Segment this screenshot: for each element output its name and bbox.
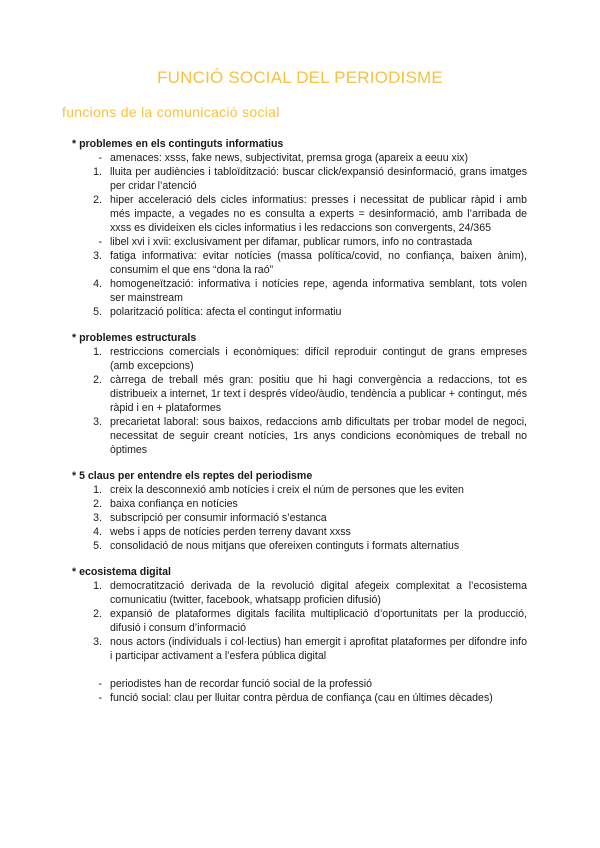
page-title: FUNCIÓ SOCIAL DEL PERIODISME — [157, 68, 443, 87]
section-five-keys — [72, 469, 527, 553]
section-list — [72, 151, 527, 319]
list-item-text: funció social: clau per lluitar contra pèrdua de confiança (cau en últimes dècades) — [110, 692, 493, 704]
section-list — [72, 579, 527, 663]
list-marker: - — [98, 678, 102, 690]
list-item — [72, 635, 527, 663]
list-marker: - — [98, 152, 102, 164]
list-item-text: democratització derivada de la revolució digital afegeix complexitat a l’ecosistema comunicatiu (twitter, facebook, whatsapp proficien difusió) — [110, 580, 527, 606]
list-item — [72, 677, 527, 691]
list-item-text: fatiga informativa: evitar notícies (massa política/covid, no confiança, baixen ànim), consumim el que ens “dona la raó” — [110, 250, 527, 276]
list-marker: - — [98, 236, 102, 248]
list-item-text: consolidació de nous mitjans que ofereixen continguts i formats alternatius — [110, 540, 460, 552]
list-item-text: amenaces: xsss, fake news, subjectivitat, premsa groga (apareix a eeuu xix) — [110, 152, 468, 164]
list-marker: 3. — [93, 416, 102, 428]
section-heading: * ecosistema digital — [72, 566, 171, 578]
list-marker: 5. — [93, 306, 102, 318]
list-item — [72, 415, 527, 457]
list-marker: 2. — [93, 608, 102, 620]
spacer — [72, 663, 527, 677]
section-heading: * 5 claus per entendre els reptes del periodisme — [72, 470, 313, 482]
page-subtitle: funcions de la comunicació social — [62, 104, 280, 120]
list-marker: 3. — [93, 250, 102, 262]
list-marker: - — [98, 692, 102, 704]
list-item — [72, 305, 527, 319]
list-item-text: restriccions comercials i econòmiques: difícil reproduir contingut de grans empreses (amb excepcions) — [110, 346, 527, 372]
list-marker: 2. — [93, 374, 102, 386]
list-marker: 2. — [93, 498, 102, 510]
section-heading: * problemes en els continguts informatius — [72, 138, 284, 150]
list-item — [72, 525, 527, 539]
list-item — [72, 249, 527, 277]
list-item — [72, 235, 527, 249]
list-item — [72, 607, 527, 635]
list-item-text: precarietat laboral: sous baixos, redaccions amb dificultats per trobar model de negoci, necessitat de seguir creant notícies, 1rs anys condicions econòmiques de treball no òptimes — [110, 416, 527, 456]
list-marker: 4. — [93, 278, 102, 290]
section-content-problems — [72, 137, 527, 319]
list-item-text: expansió de plataformes digitals facilita multiplicació d’oportunitats per la producció, difusió i consum d’informació — [110, 608, 527, 634]
list-marker: 3. — [93, 636, 102, 648]
list-item-text: webs i apps de notícies perden terreny davant xxss — [110, 526, 351, 538]
list-marker: 2. — [93, 194, 102, 206]
list-item-text: periodistes han de recordar funció social de la professió — [110, 678, 373, 690]
section-structural-problems — [72, 331, 527, 457]
section-heading: * problemes estructurals — [72, 332, 197, 344]
list-marker: 4. — [93, 526, 102, 538]
list-marker: 1. — [93, 166, 102, 178]
list-marker: 5. — [93, 540, 102, 552]
list-item-text: subscripció per consumir informació s’estanca — [110, 512, 327, 524]
list-item-text: homogeneïtzació: informativa i notícies repe, agenda informativa semblant, tots volen ser mainstream — [110, 278, 527, 304]
list-item — [72, 579, 527, 607]
list-item — [72, 497, 527, 511]
list-marker: 1. — [93, 580, 102, 592]
list-marker: 1. — [93, 484, 102, 496]
list-item-text: libel xvi i xvii: exclusivament per difamar, publicar rumors, info no contrastada — [110, 236, 473, 248]
list-item — [72, 345, 527, 373]
section-digital-ecosystem — [72, 565, 527, 705]
list-marker: 1. — [93, 346, 102, 358]
list-item — [72, 193, 527, 235]
list-item — [72, 511, 527, 525]
list-item — [72, 165, 527, 193]
section-list — [72, 483, 527, 553]
list-item — [72, 539, 527, 553]
document-body — [72, 137, 527, 717]
list-marker: 3. — [93, 512, 102, 524]
list-item-text: lluita per audiències i tabloïdització: buscar click/expansió desinformació, grans imatges per cridar l’atenció — [110, 166, 527, 192]
list-item — [72, 691, 527, 705]
list-item — [72, 483, 527, 497]
section-list-extra — [72, 677, 527, 705]
list-item-text: polarització política: afecta el contingut informatiu — [110, 306, 342, 318]
list-item — [72, 373, 527, 415]
list-item — [72, 277, 527, 305]
section-list — [72, 345, 527, 457]
list-item-text: hiper acceleració dels cicles informatius: presses i necessitat de publicar ràpid i amb més impacte, a vegades no es consulta a experts = desinformació, amb l’arribada de xxss es divideixen els cicles informatius i les redaccions son convergents, 24/365 — [110, 194, 527, 234]
list-item — [72, 151, 527, 165]
list-item-text: creix la desconnexió amb notícies i creix el núm de persones que les eviten — [110, 484, 464, 496]
list-item-text: càrrega de treball més gran: positiu que hi hagi convergència a redaccions, tot es distribueix a internet, 1r text i després vídeo/àudio, tendència a publicar + contingut, més ràpid i en + plataformes — [110, 374, 527, 414]
list-item-text: nous actors (individuals i col·lectius) han emergit i aprofitat plataformes per difondre info i participar activament a l’esfera pública digital — [110, 636, 527, 662]
list-item-text: baixa confiança en notícies — [110, 498, 238, 510]
